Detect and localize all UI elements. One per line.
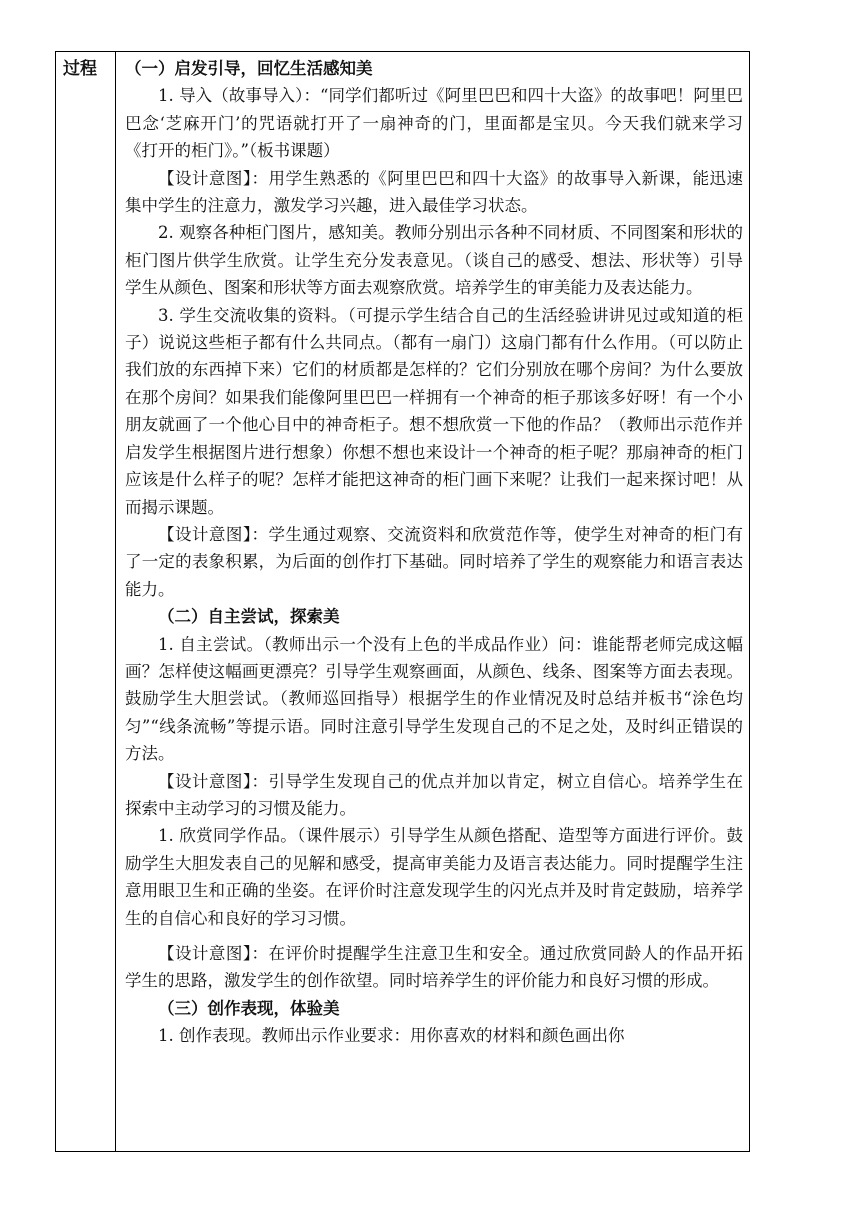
paragraph: 1. 导入（故事导入）：“同学们都听过《阿里巴巴和四十大盗》的故事吧！阿里巴巴念‘芝麻开门’的咒语就打开了一扇神奇的门，里面都是宝贝。今天我们就来学习《打开的柜门》。”（板书课题） [125, 86, 743, 161]
section-heading: （二）自主尝试，探索美 [158, 607, 340, 627]
paragraph: 2. 观察各种柜门图片，感知美。教师分别出示各种不同材质、不同图案和形状的柜门图片供学生欣赏。让学生充分发表意见。（谈自己的感受、想法、形状等）引导学生从颜色、图案和形状等方面去观察欣赏。培养学生的审美能力及表达能力。 [125, 223, 743, 298]
section-heading: （一）启发引导，回忆生活感知美 [125, 59, 373, 78]
process-row [56, 52, 750, 1152]
paragraph: 1. 自主尝试。（教师出示一个没有上色的半成品作业）问：谁能帮老师完成这幅画？怎样使这幅画更漂亮？引导学生观察画面，从颜色、线条、图案等方面去表现。鼓励学生大胆尝试。（教师巡回指导）根据学生的作业情况及时总结并板书“涂色均匀”“线条流畅”等提示语。同时注意引导学生发现自己的不足之处，及时纠正错误的方法。 [125, 634, 743, 764]
row-label: 过程 [63, 59, 97, 79]
paragraph: 3. 学生交流收集的资料。（可提示学生结合自己的生活经验讲讲见过或知道的柜子）说说这些柜子都有什么共同点。（都有一扇门）这扇门都有什么作用。（可以防止我们放的东西掉下来）它们的材质都是怎样的？它们分别放在哪个房间？为什么要放在那个房间？如果我们能像阿里巴巴一样拥有一个神奇的柜子那该多好呀！有一个小朋友就画了一个他心目中的神奇柜子。想不想欣赏一下他的作品？（教师出示范作并启发学生根据图片进行想象）你想不想也来设计一个神奇的柜子呢？那扇神奇的柜门应该是什么样子的呢？怎样才能把这神奇的柜门画下来呢？让我们一起来探讨吧！从而揭示课题。 [125, 305, 743, 517]
paragraph: 【设计意图】：学生通过观察、交流资料和欣赏范作等，使学生对神奇的柜门有了一定的表象积累，为后面的创作打下基础。同时培养了学生的观察能力和语言表达能力。 [125, 524, 743, 599]
content-cell [116, 52, 750, 1152]
paragraph: 【设计意图】：用学生熟悉的《阿里巴巴和四十大盗》的故事导入新课，能迅速集中学生的注意力，激发学习兴趣，进入最佳学习状态。 [125, 168, 743, 216]
paragraph: 【设计意图】：引导学生发现自己的优点并加以肯定，树立自信心。培养学生在探索中主动学习的习惯及能力。 [125, 771, 743, 818]
section-heading: （三）创作表现，体验美 [158, 998, 340, 1018]
paragraph: 1. 创作表现。教师出示作业要求：用你喜欢的材料和颜色画出你 [158, 1026, 625, 1046]
paragraph: 【设计意图】：在评价时提醒学生注意卫生和安全。通过欣赏同龄人的作品开拓学生的思路，激发学生的创作欲望。同时培养学生的评价能力和良好习惯的形成。 [125, 944, 743, 991]
lesson-content [125, 55, 743, 1050]
lesson-plan-table [55, 51, 750, 1152]
paragraph: 1. 欣赏同学作品。（课件展示）引导学生从颜色搭配、造型等方面进行评价。鼓励学生大胆发表自己的见解和感受，提高审美能力及语言表达能力。同时提醒学生注意用眼卫生和正确的坐姿。在评价时注意发现学生的闪光点并及时肯定鼓励，培养学生的自信心和良好的学习习惯。 [125, 826, 743, 928]
row-label-cell [56, 52, 116, 1152]
